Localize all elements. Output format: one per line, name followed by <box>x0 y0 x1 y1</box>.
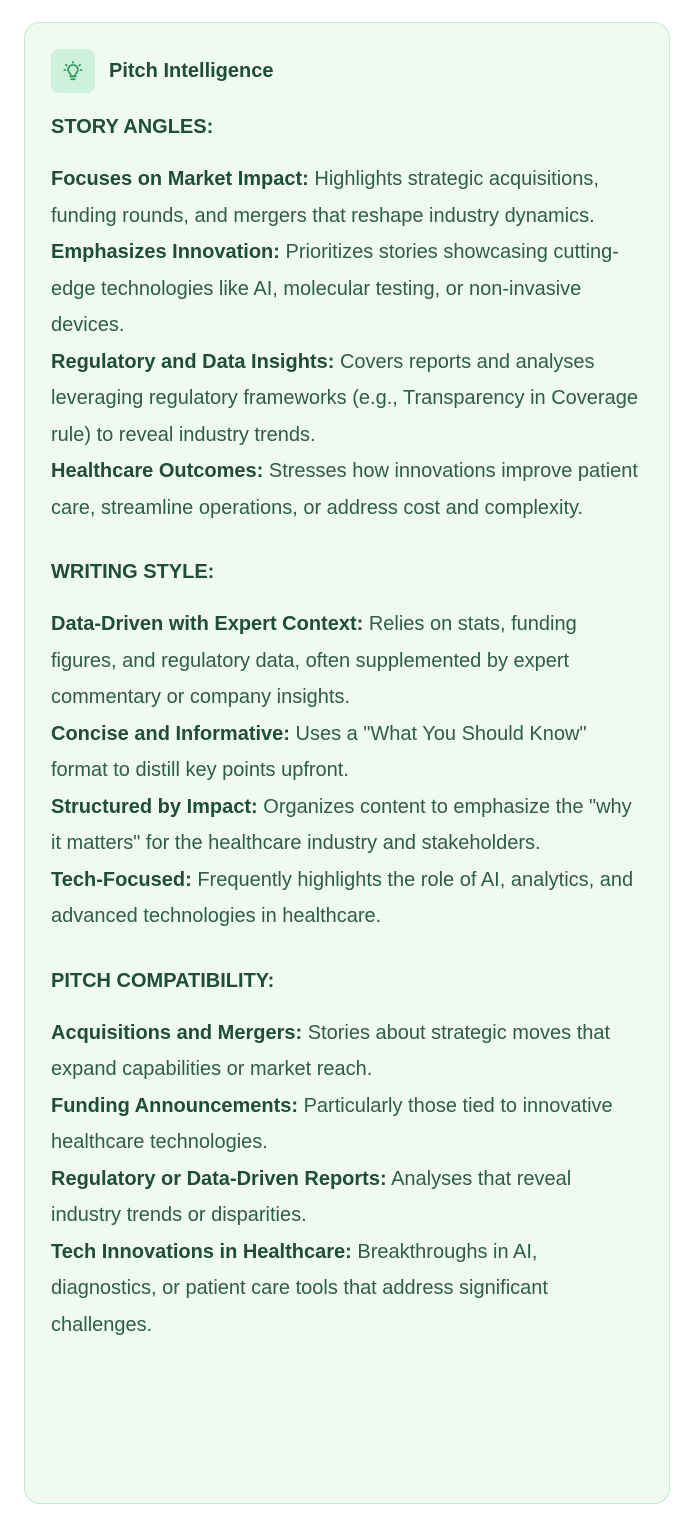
item-text: Uses a "What You Should Know" format to distill key points upfront. <box>51 722 587 781</box>
section-title: STORY ANGLES: <box>51 116 214 138</box>
item-text: Highlights strategic acquisitions, funding rounds, and mergers that reshape industry dynamics. <box>51 168 599 227</box>
list-item <box>51 1015 643 1088</box>
section-story-angles <box>51 115 643 526</box>
item-label: Tech Innovations in Healthcare: <box>51 1240 352 1263</box>
list-item <box>51 234 643 344</box>
section-title: PITCH COMPATIBILITY: <box>51 969 275 992</box>
item-text: Prioritizes stories showcasing cutting-edge technologies like AI, molecular testing, or non-invasive devices. <box>51 241 619 336</box>
item-label: Concise and Informative: <box>51 722 290 745</box>
card-title: Pitch Intelligence <box>109 59 274 82</box>
item-label: Funding Announcements: <box>51 1094 299 1117</box>
list-item <box>51 862 643 935</box>
card-header <box>51 49 643 93</box>
item-label: Regulatory or Data-Driven Reports: <box>51 1167 387 1190</box>
list-item <box>51 789 643 862</box>
item-text: Particularly those tied to innovative healthcare technologies. <box>51 1094 613 1153</box>
section-writing-style <box>51 560 643 935</box>
item-text: Breakthroughs in AI, diagnostics, or patient care tools that address significant challenges. <box>51 1240 548 1336</box>
item-label: Data-Driven with Expert Context: <box>51 613 364 635</box>
section-pitch-compatibility <box>51 969 643 1344</box>
item-label: Structured by Impact: <box>51 795 258 818</box>
sections-container <box>51 115 643 1343</box>
lightbulb-icon <box>51 49 95 93</box>
item-label: Regulatory and Data Insights: <box>51 350 335 373</box>
item-text: Stresses how innovations improve patient care, streamline operations, or address cost and complexity. <box>51 460 638 519</box>
item-text: Stories about strategic moves that expand capabilities or market reach. <box>51 1021 611 1080</box>
list-item <box>51 1088 643 1161</box>
item-label: Healthcare Outcomes: <box>51 460 264 482</box>
item-label: Acquisitions and Mergers: <box>51 1021 303 1044</box>
section-title: WRITING STYLE: <box>51 561 215 583</box>
list-item <box>51 161 643 234</box>
list-item <box>51 1161 643 1234</box>
list-item <box>51 606 643 716</box>
list-item <box>51 344 643 454</box>
item-text: Organizes content to emphasize the "why it matters" for the healthcare industry and stakeholders. <box>51 795 632 854</box>
item-text: Relies on stats, funding figures, and regulatory data, often supplemented by expert commentary or company insights. <box>51 613 577 708</box>
pitch-intelligence-card <box>24 22 670 1504</box>
item-label: Tech-Focused: <box>51 868 192 891</box>
item-label: Emphasizes Innovation: <box>51 241 280 263</box>
list-item <box>51 1234 643 1344</box>
item-text: Analyses that reveal industry trends or disparities. <box>51 1167 572 1226</box>
list-item <box>51 716 643 789</box>
item-text: Covers reports and analyses leveraging regulatory frameworks (e.g., Transparency in Coverage rule) to reveal industry trends. <box>51 350 638 446</box>
item-label: Focuses on Market Impact: <box>51 168 309 190</box>
list-item <box>51 453 643 526</box>
item-text: Frequently highlights the role of AI, analytics, and advanced technologies in healthcare. <box>51 868 634 927</box>
